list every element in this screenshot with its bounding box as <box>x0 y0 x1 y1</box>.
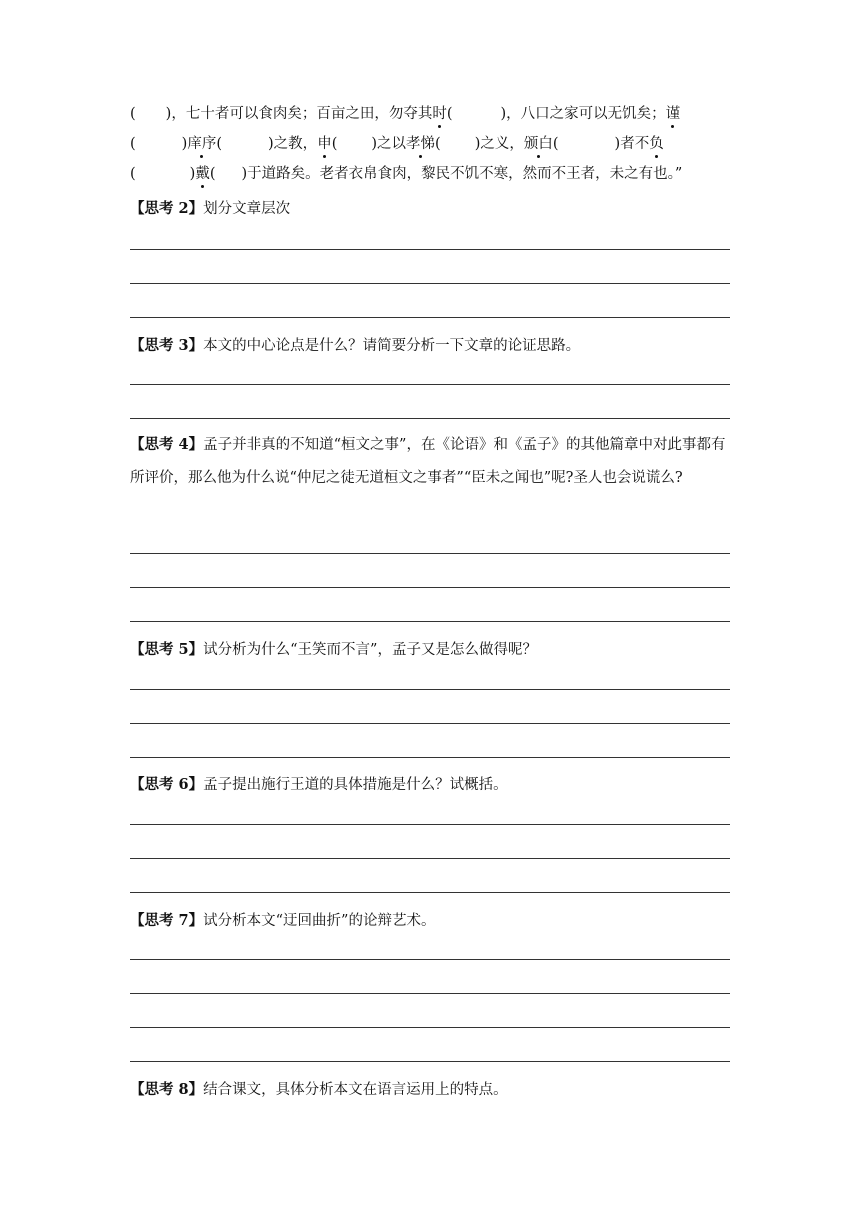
answer-line[interactable] <box>130 1027 730 1028</box>
answer-line[interactable] <box>130 858 730 859</box>
answer-line[interactable] <box>130 892 730 893</box>
text: ) <box>181 136 188 152</box>
question-text: 孟子提出施行王道的具体措施是什么？试概括。 <box>203 777 508 793</box>
answer-line[interactable] <box>130 621 730 622</box>
question-text: 结合课文，具体分析本文在语言运用上的特点。 <box>203 1082 508 1098</box>
question-text: 试分析本文“迂回曲折”的论辩艺术。 <box>203 913 436 929</box>
question-text: 孟子并非真的不知道“桓文之事”，在《论语》和《孟子》的其他篇章中对此事都有所评价，那么他为什么说“仲尼之徒无道桓文之事者”“臣未之闻也”呢?圣人也会说谎么? <box>130 437 726 486</box>
text: ( <box>216 136 223 152</box>
answer-line[interactable] <box>130 824 730 825</box>
text: )者不 <box>614 136 650 152</box>
passage-line-2 <box>130 134 664 154</box>
answer-line[interactable] <box>130 1061 730 1062</box>
answer-line[interactable] <box>130 959 730 960</box>
text: ( <box>209 166 216 182</box>
text: )于道路矣。老者衣帛食肉，黎民不饥不寒，然而不王者，未之有也。” <box>241 166 683 182</box>
question-text: 试分析为什么“王笑而不言”，孟子又是怎么做得呢？ <box>203 642 537 658</box>
text: )之义， <box>474 136 524 152</box>
question-label: 【思考 6】 <box>130 776 204 793</box>
answer-line[interactable] <box>130 249 730 250</box>
question-8 <box>130 1080 508 1100</box>
text: ( <box>130 166 136 182</box>
text: ( <box>552 136 559 152</box>
answer-line[interactable] <box>130 723 730 724</box>
answer-line[interactable] <box>130 317 730 318</box>
text: ) <box>189 166 196 182</box>
question-label: 【思考 3】 <box>130 337 204 354</box>
text: ( <box>331 136 338 152</box>
question-4 <box>130 428 730 495</box>
question-label: 【思考 4】 <box>130 436 204 453</box>
question-text: 本文的中心论点是什么？请简要分析一下文章的论证思路。 <box>203 338 581 354</box>
question-label: 【思考 2】 <box>130 200 204 217</box>
answer-line[interactable] <box>130 418 730 419</box>
answer-line[interactable] <box>130 587 730 588</box>
answer-line[interactable] <box>130 384 730 385</box>
question-3 <box>130 336 580 356</box>
question-label: 【思考 5】 <box>130 641 204 658</box>
emphasized-char: 庠序 <box>187 136 217 152</box>
emphasized-char: 颁白 <box>523 136 553 152</box>
answer-line[interactable] <box>130 757 730 758</box>
emphasized-char: 负 <box>649 136 664 152</box>
emphasized-char: 孝悌 <box>406 136 436 152</box>
text: )，七十者可以食肉矣；百亩之田，勿夺其 <box>165 106 433 122</box>
text: )，八口之家可以无饥矣； <box>500 106 666 122</box>
answer-line[interactable] <box>130 689 730 690</box>
question-text: 划分文章层次 <box>203 201 291 217</box>
emphasized-char: 谨 <box>665 106 681 122</box>
text: ( <box>446 106 453 122</box>
answer-line[interactable] <box>130 993 730 994</box>
question-label: 【思考 8】 <box>130 1081 204 1098</box>
text: )之教， <box>268 136 318 152</box>
answer-line[interactable] <box>130 553 730 554</box>
question-label: 【思考 7】 <box>130 912 204 929</box>
passage-line-3 <box>130 164 682 184</box>
text: ( <box>130 106 136 122</box>
passage-line-1 <box>130 104 680 124</box>
answer-line[interactable] <box>130 283 730 284</box>
emphasized-char: 时 <box>432 106 447 122</box>
question-7 <box>130 911 435 931</box>
text: )之以 <box>371 136 407 152</box>
emphasized-char: 戴 <box>195 166 210 182</box>
text: ( <box>435 136 441 152</box>
question-5 <box>130 640 537 660</box>
question-6 <box>130 775 508 795</box>
text: ( <box>130 136 136 152</box>
question-2 <box>130 199 290 219</box>
emphasized-char: 申 <box>317 136 332 152</box>
